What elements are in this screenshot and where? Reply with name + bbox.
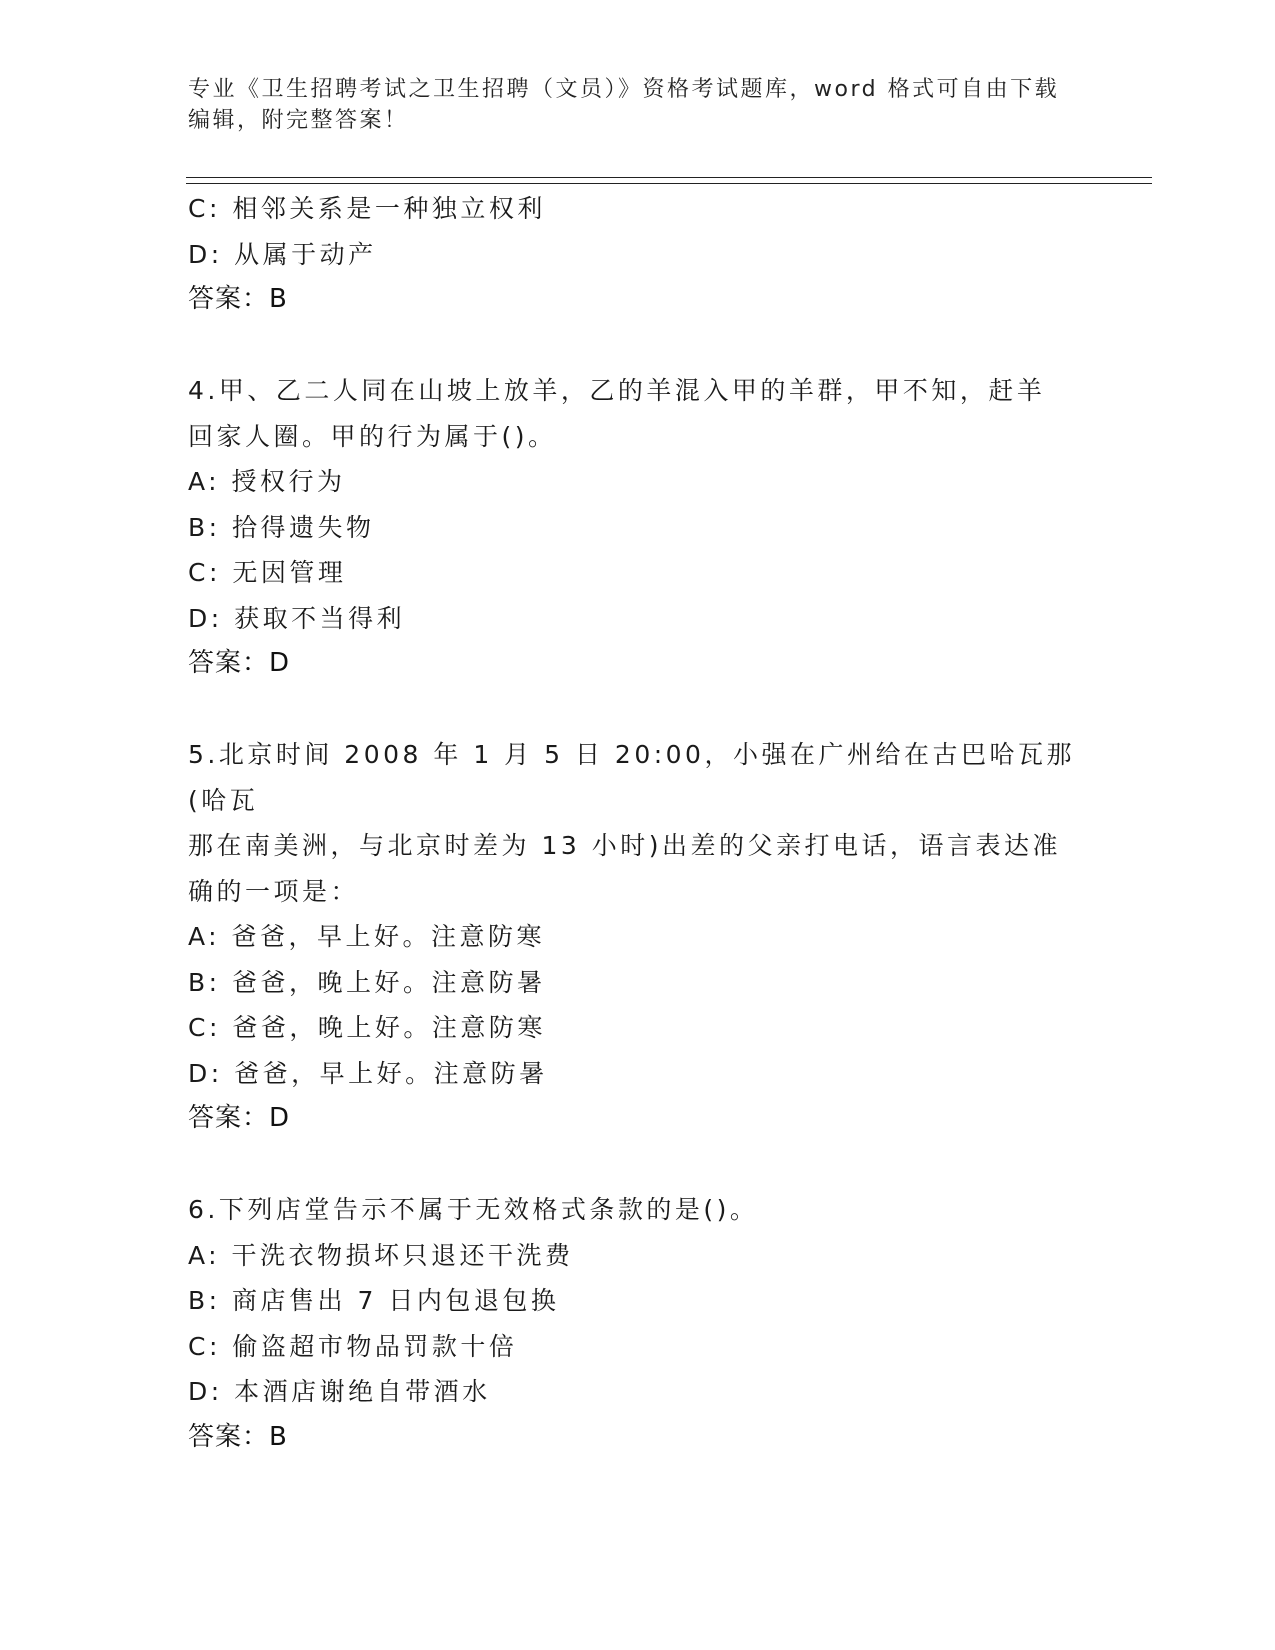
question-5: [188, 732, 1088, 1142]
option-a: A: 爸爸，早上好。注意防寒: [188, 922, 546, 951]
option-b: B: 拾得遗失物: [188, 512, 375, 542]
option-d: D: 本酒店谢绝自带酒水: [188, 1377, 491, 1406]
option-a: A: 干洗衣物损坏只退还干洗费: [188, 1240, 574, 1270]
question-6: [188, 1187, 1088, 1460]
question-stem: 5.北京时间 2008 年 1 月 5 日 20:00，小强在广州给在古巴哈瓦那(哈瓦: [188, 740, 1075, 815]
question-stem: 6.下列店堂告示不属于无效格式条款的是()。: [188, 1195, 759, 1224]
option-c: C: 偷盗超市物品罚款十倍: [188, 1331, 518, 1361]
option-d: D: 从属于动产: [188, 239, 377, 269]
option-d: D: 爸爸，早上好。注意防暑: [188, 1058, 548, 1088]
option-a: A: 授权行为: [188, 467, 346, 496]
spacer: [188, 323, 1088, 369]
question-stem: 回家人圈。甲的行为属于()。: [188, 421, 557, 451]
question-3-tail: [188, 186, 1088, 323]
header-divider: [186, 177, 1152, 184]
question-list: [188, 186, 1088, 1460]
document-header: [188, 74, 1088, 136]
answer-line: 答案：B: [188, 284, 288, 314]
question-stem: 那在南美洲，与北京时差为 13 小时)出差的父亲打电话，语言表达准: [188, 831, 1061, 860]
question-4: [188, 368, 1088, 687]
header-title-line-1: 专业《卫生招聘考试之卫生招聘（文员）》资格考试题库，word 格式可自由下载: [188, 77, 1060, 102]
option-b: B: 爸爸，晚上好。注意防暑: [188, 967, 546, 997]
question-stem: 确的一项是：: [188, 876, 360, 906]
header-title-line-2: 编辑，附完整答案！: [188, 108, 409, 133]
spacer: [188, 687, 1088, 733]
option-c: C: 无因管理: [188, 558, 347, 587]
answer-line: 答案：D: [188, 648, 291, 678]
option-d: D: 获取不当得利: [188, 603, 406, 633]
question-stem: 4.甲、乙二人同在山坡上放羊，乙的羊混入甲的羊群，甲不知，赶羊: [188, 376, 1046, 405]
answer-line: 答案：D: [188, 1103, 291, 1133]
spacer: [188, 1142, 1088, 1188]
option-c: C: 相邻关系是一种独立权利: [188, 194, 546, 223]
answer-line: 答案：B: [188, 1421, 288, 1452]
option-c: C: 爸爸，晚上好。注意防寒: [188, 1013, 546, 1042]
option-b: B: 商店售出 7 日内包退包换: [188, 1286, 560, 1315]
